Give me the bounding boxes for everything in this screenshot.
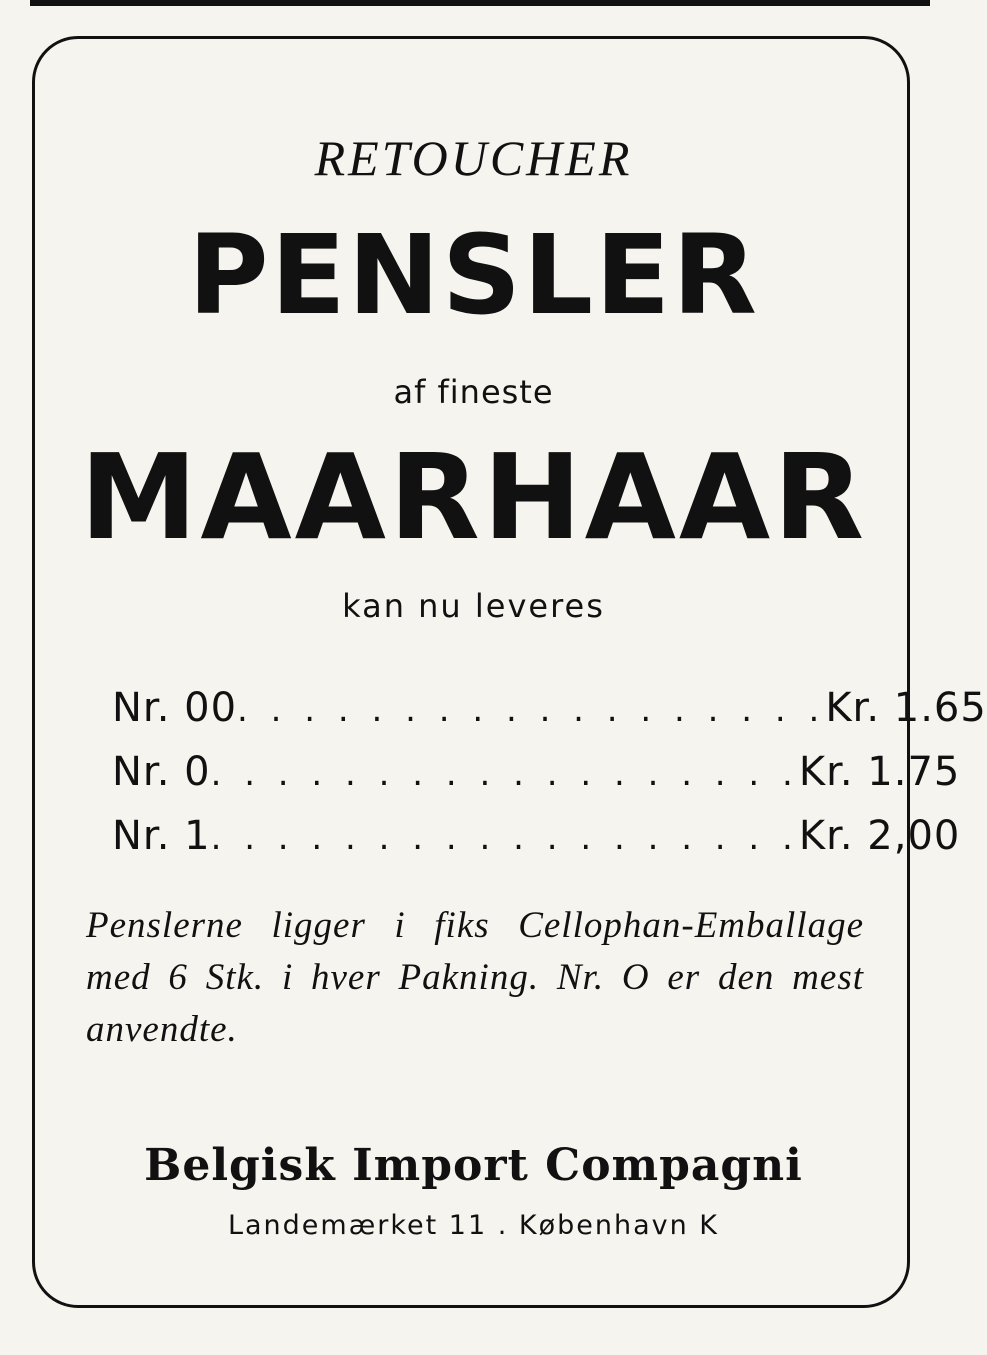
price-label: Nr. 00 xyxy=(112,685,238,731)
price-value: Kr. 1.75 xyxy=(798,749,961,795)
price-row xyxy=(112,808,961,872)
dot-leader: . . . . . . . . . . . . . . . . . . xyxy=(237,690,826,730)
top-rule xyxy=(30,0,930,6)
ad-kicker: RETOUCHER xyxy=(314,130,633,186)
price-row xyxy=(112,680,987,744)
price-label: Nr. 1 xyxy=(112,813,211,859)
price-list xyxy=(112,680,987,872)
price-value: Kr. 2,00 xyxy=(798,813,961,859)
ad-subline-kan-nu-leveres: kan nu leveres xyxy=(342,587,605,625)
price-row xyxy=(112,744,961,808)
ad-subline-af-fineste: af fineste xyxy=(393,373,554,411)
packaging-note: Penslerne ligger i fiks Cellophan-Emballage med 6 Stk. i hver Pakning. Nr. O er den mest anvendte. xyxy=(86,905,864,1050)
price-label: Nr. 0 xyxy=(112,749,211,795)
company-name: Belgisk Import Compagni xyxy=(144,1140,803,1191)
price-value: Kr. 1.65 xyxy=(825,685,987,731)
company-address: Landemærket 11 . København K xyxy=(227,1210,720,1241)
ad-headline-pensler: PENSLER xyxy=(188,211,759,339)
dot-leader: . . . . . . . . . . . . . . . . . . xyxy=(210,754,799,794)
ad-headline-maarhaar: MAARHAAR xyxy=(79,428,868,566)
dot-leader: . . . . . . . . . . . . . . . . . . xyxy=(210,818,799,858)
